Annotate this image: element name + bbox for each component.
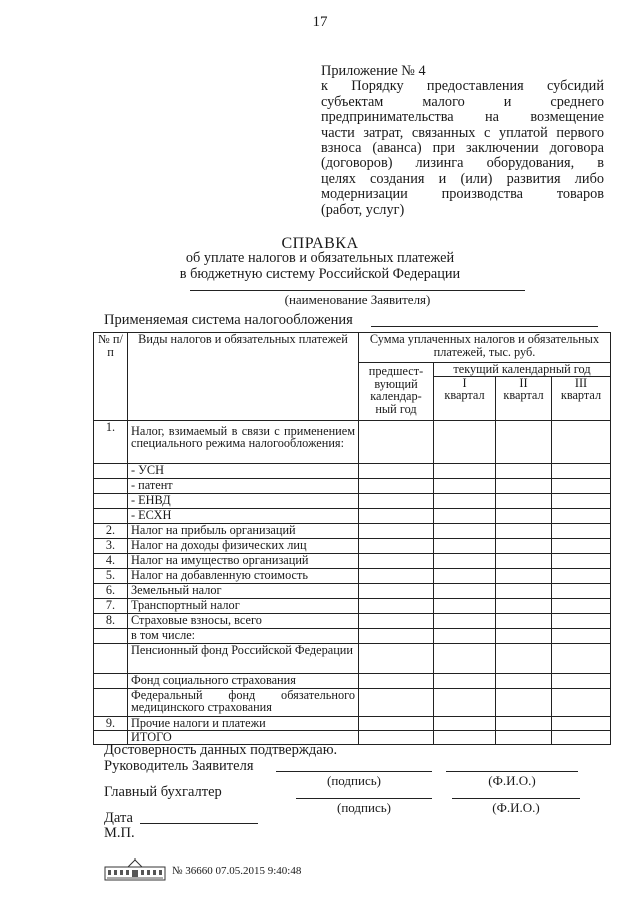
row-label: Транспортный налог: [128, 598, 359, 613]
cell: [434, 568, 496, 583]
q2-label: квартал: [503, 388, 544, 403]
cell: [359, 688, 434, 716]
accountant-signature-caption: (подпись): [337, 800, 391, 815]
row-label: Земельный налог: [128, 583, 359, 598]
cell: [496, 523, 552, 538]
annex-line: к Порядку предоставления субсидий: [321, 78, 604, 95]
annex-line: (договоров) лизинга оборудования, в: [321, 155, 604, 172]
q1-label: квартал: [444, 388, 485, 403]
cell: [496, 613, 552, 628]
cell: [359, 508, 434, 523]
row-label: Фонд социального страхования: [128, 673, 359, 688]
cell: [496, 730, 552, 744]
annex-line: части затрат, связанных с уплатой первого: [321, 124, 604, 141]
applicant-name-line: [190, 290, 525, 291]
cell: [434, 463, 496, 478]
total-label: ИТОГО: [128, 730, 359, 744]
header-q3: [552, 376, 611, 420]
annex-block: [321, 64, 604, 218]
accountant-name-caption: (Ф.И.О.): [492, 800, 540, 815]
q1-numeral: I: [462, 375, 467, 390]
tax-system-label: Применяемая система налогообложения: [104, 312, 353, 328]
cell: [434, 493, 496, 508]
row-label: Налог на доходы физических лиц: [128, 538, 359, 553]
tax-table: [93, 332, 611, 745]
cell: [434, 538, 496, 553]
row-label: - УСН: [128, 463, 359, 478]
row-number: 8.: [94, 613, 128, 628]
date-line: [140, 823, 258, 824]
row-number: 3.: [94, 538, 128, 553]
cell: [359, 598, 434, 613]
header-q1: [434, 376, 496, 420]
header-sum: Сумма уплаченных налогов и обязательных платежей, тыс. руб.: [359, 333, 611, 363]
cell: [359, 716, 434, 730]
cell: [496, 553, 552, 568]
confirmation-text: Достоверность данных подтверждаю.: [104, 742, 338, 758]
cell: [552, 493, 611, 508]
cell: [434, 643, 496, 673]
row-label: Пенсионный фонд Российской Федерации: [128, 643, 359, 673]
cell: [496, 583, 552, 598]
accountant-label: Главный бухгалтер: [104, 784, 222, 800]
cell: [359, 523, 434, 538]
annex-line: взноса (аванса) при заключении договора: [321, 140, 604, 157]
annex-line: (работ, услуг): [321, 201, 405, 218]
cell: [552, 613, 611, 628]
head-label: Руководитель Заявителя: [104, 758, 254, 774]
page-number: 17: [312, 14, 328, 30]
cell: [359, 420, 434, 463]
cell: [496, 716, 552, 730]
cell: [496, 420, 552, 463]
row-label: Страховые взносы, всего: [128, 613, 359, 628]
tax-system-line: [371, 326, 598, 327]
accountant-signature-line: [296, 798, 432, 799]
subtitle-line-1: об уплате налогов и обязательных платежей: [185, 250, 455, 266]
annex-line: субъектам малого и среднего: [321, 93, 604, 110]
row-label: - ЕСХН: [128, 508, 359, 523]
applicant-name-caption: (наименование Заявителя): [284, 292, 431, 307]
row-number: [94, 628, 128, 643]
cell: [359, 553, 434, 568]
row-label: Налог на имущество организаций: [128, 553, 359, 568]
row-label: Налог, взимаемый в связи с применением специального режима налогообложения:: [128, 420, 359, 463]
cell: [359, 673, 434, 688]
cell: [496, 628, 552, 643]
cell: [359, 463, 434, 478]
document-subtitle: [0, 251, 640, 282]
q2-numeral: II: [519, 375, 528, 390]
cell: [359, 538, 434, 553]
row-number: [94, 643, 128, 673]
cell: [552, 643, 611, 673]
cell: [434, 553, 496, 568]
annex-line: Приложение № 4: [321, 63, 426, 79]
cell: [434, 478, 496, 493]
cell: [496, 538, 552, 553]
cell: [552, 673, 611, 688]
cell: [434, 523, 496, 538]
document-title: СПРАВКА: [281, 235, 359, 252]
row-number: 7.: [94, 598, 128, 613]
cell: [434, 420, 496, 463]
cell: [496, 463, 552, 478]
row-number: [94, 463, 128, 478]
cell: [496, 493, 552, 508]
header-current-year: текущий календарный год: [434, 363, 611, 377]
annex-line: модернизации производства товаров: [321, 186, 604, 203]
header-tax-type: Виды налогов и обязательных платежей: [128, 333, 359, 421]
row-number: [94, 478, 128, 493]
head-signature-line: [276, 771, 432, 772]
q3-numeral: III: [574, 375, 588, 390]
cell: [359, 583, 434, 598]
row-number: [94, 493, 128, 508]
row-label: Прочие налоги и платежи: [128, 716, 359, 730]
row-label: Налог на прибыль организаций: [128, 523, 359, 538]
row-number: 9.: [94, 716, 128, 730]
cell: [552, 508, 611, 523]
head-name-line: [446, 771, 578, 772]
header-prev-year: предшест-вующий календар-ный год: [359, 363, 434, 421]
cell: [552, 688, 611, 716]
cell: [496, 688, 552, 716]
registration-stamp: № 36660 07.05.2015 9:40:48: [172, 865, 302, 877]
q3-label: квартал: [560, 388, 602, 403]
registry-stamp-icon: [104, 858, 166, 882]
row-label: в том числе:: [128, 628, 359, 643]
cell: [496, 478, 552, 493]
cell: [552, 583, 611, 598]
head-name-caption: (Ф.И.О.): [488, 773, 536, 788]
row-number: 6.: [94, 583, 128, 598]
row-label: - ЕНВД: [128, 493, 359, 508]
cell: [552, 523, 611, 538]
row-number: [94, 673, 128, 688]
cell: [552, 716, 611, 730]
annex-line: предпринимательства на возмещение: [321, 109, 604, 126]
cell: [552, 463, 611, 478]
cell: [552, 568, 611, 583]
cell: [359, 628, 434, 643]
row-number: 4.: [94, 553, 128, 568]
cell: [434, 628, 496, 643]
row-number: 5.: [94, 568, 128, 583]
cell: [552, 478, 611, 493]
cell: [359, 478, 434, 493]
row-number: [94, 508, 128, 523]
row-label: Федеральный фонд обязательного медицинского страхования: [128, 688, 359, 716]
cell: [359, 730, 434, 744]
cell: [496, 643, 552, 673]
cell: [434, 583, 496, 598]
cell: [496, 673, 552, 688]
cell: [359, 643, 434, 673]
cell: [496, 598, 552, 613]
cell: [496, 508, 552, 523]
cell: [434, 730, 496, 744]
cell: [359, 613, 434, 628]
cell: [434, 673, 496, 688]
row-number: 1.: [94, 420, 128, 463]
header-num: № п/п: [94, 333, 128, 421]
seal-label: М.П.: [104, 825, 135, 841]
annex-line: целях создания и (или) развития либо: [321, 170, 604, 187]
accountant-name-line: [452, 798, 580, 799]
row-label: - патент: [128, 478, 359, 493]
cell: [434, 598, 496, 613]
head-signature-caption: (подпись): [327, 773, 381, 788]
row-label: Налог на добавленную стоимость: [128, 568, 359, 583]
row-number: [94, 688, 128, 716]
header-q2: [496, 376, 552, 420]
cell: [434, 613, 496, 628]
cell: [434, 716, 496, 730]
cell: [434, 508, 496, 523]
cell: [552, 628, 611, 643]
cell: [359, 568, 434, 583]
cell: [552, 598, 611, 613]
cell: [552, 730, 611, 744]
cell: [552, 538, 611, 553]
cell: [552, 553, 611, 568]
subtitle-line-2: в бюджетную систему Российской Федерации: [179, 265, 461, 282]
date-label: Дата: [104, 810, 133, 826]
cell: [496, 568, 552, 583]
cell: [359, 493, 434, 508]
cell: [434, 688, 496, 716]
row-number: 2.: [94, 523, 128, 538]
cell: [552, 420, 611, 463]
